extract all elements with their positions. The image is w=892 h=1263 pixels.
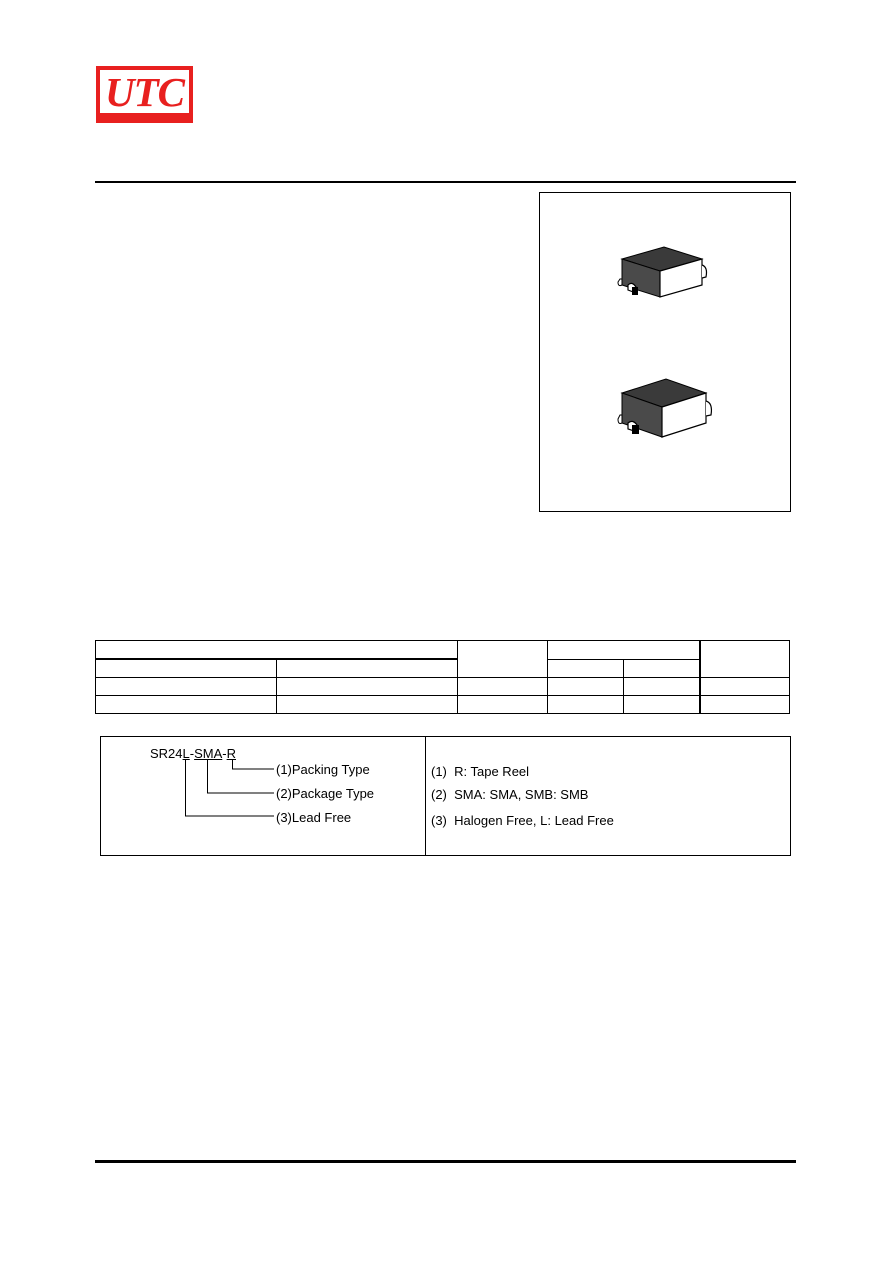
part-number-packing-segment: R [226,746,237,761]
header-rule [95,181,796,183]
logo-inner [100,70,189,113]
packing-type-label: (1)Packing Type [276,762,370,777]
part-number-dash: - [222,746,227,761]
table-cell [548,696,624,714]
legend-text: SMA: SMA, SMB: SMB [454,787,589,802]
table-cell [277,678,458,696]
utc-logo [96,66,193,123]
table-header-cell [96,659,277,678]
table-cell [700,678,790,696]
part-number-base: SR24 [150,746,183,761]
table-cell [96,678,277,696]
legend-text: Halogen Free, L: Lead Free [454,813,614,828]
ordering-table [95,640,790,714]
part-code-divider [425,736,426,856]
table-row [96,678,790,696]
legend-item-2 [431,787,588,802]
table-cell [700,696,790,714]
legend-number: (3) [431,813,447,828]
package-type-label: (2)Package Type [276,786,375,801]
table-cell [458,696,548,714]
legend-text: R: Tape Reel [454,764,530,779]
table-cell [458,678,548,696]
legend-item-3 [431,813,614,828]
table-header-cell [458,641,548,678]
table-cell [277,696,458,714]
table-header-cell [548,641,700,660]
legend-number: (1) [431,764,447,779]
package-image-box [539,192,791,512]
table-header-cell [96,641,458,660]
table-cell [548,678,624,696]
footer-rule [95,1160,796,1163]
part-number-package-segment: SMA [194,746,223,761]
table-header-cell [277,659,458,678]
table-row [96,696,790,714]
table-cell [624,696,700,714]
part-code-leader-lines [180,758,280,820]
table-header-cell [700,641,790,678]
legend-number: (2) [431,787,447,802]
part-number-lead-segment: L [182,746,190,761]
logo-text: UTC [105,69,184,115]
table-cell [96,696,277,714]
lead-free-label: (3)Lead Free [276,810,352,825]
part-number-dash: - [189,746,195,761]
table-header-cell [624,659,700,678]
table-header-cell [548,659,624,678]
sma-package-image [610,243,720,305]
legend-item-1 [431,764,529,779]
table-cell [624,678,700,696]
smb-package-image [610,375,724,441]
